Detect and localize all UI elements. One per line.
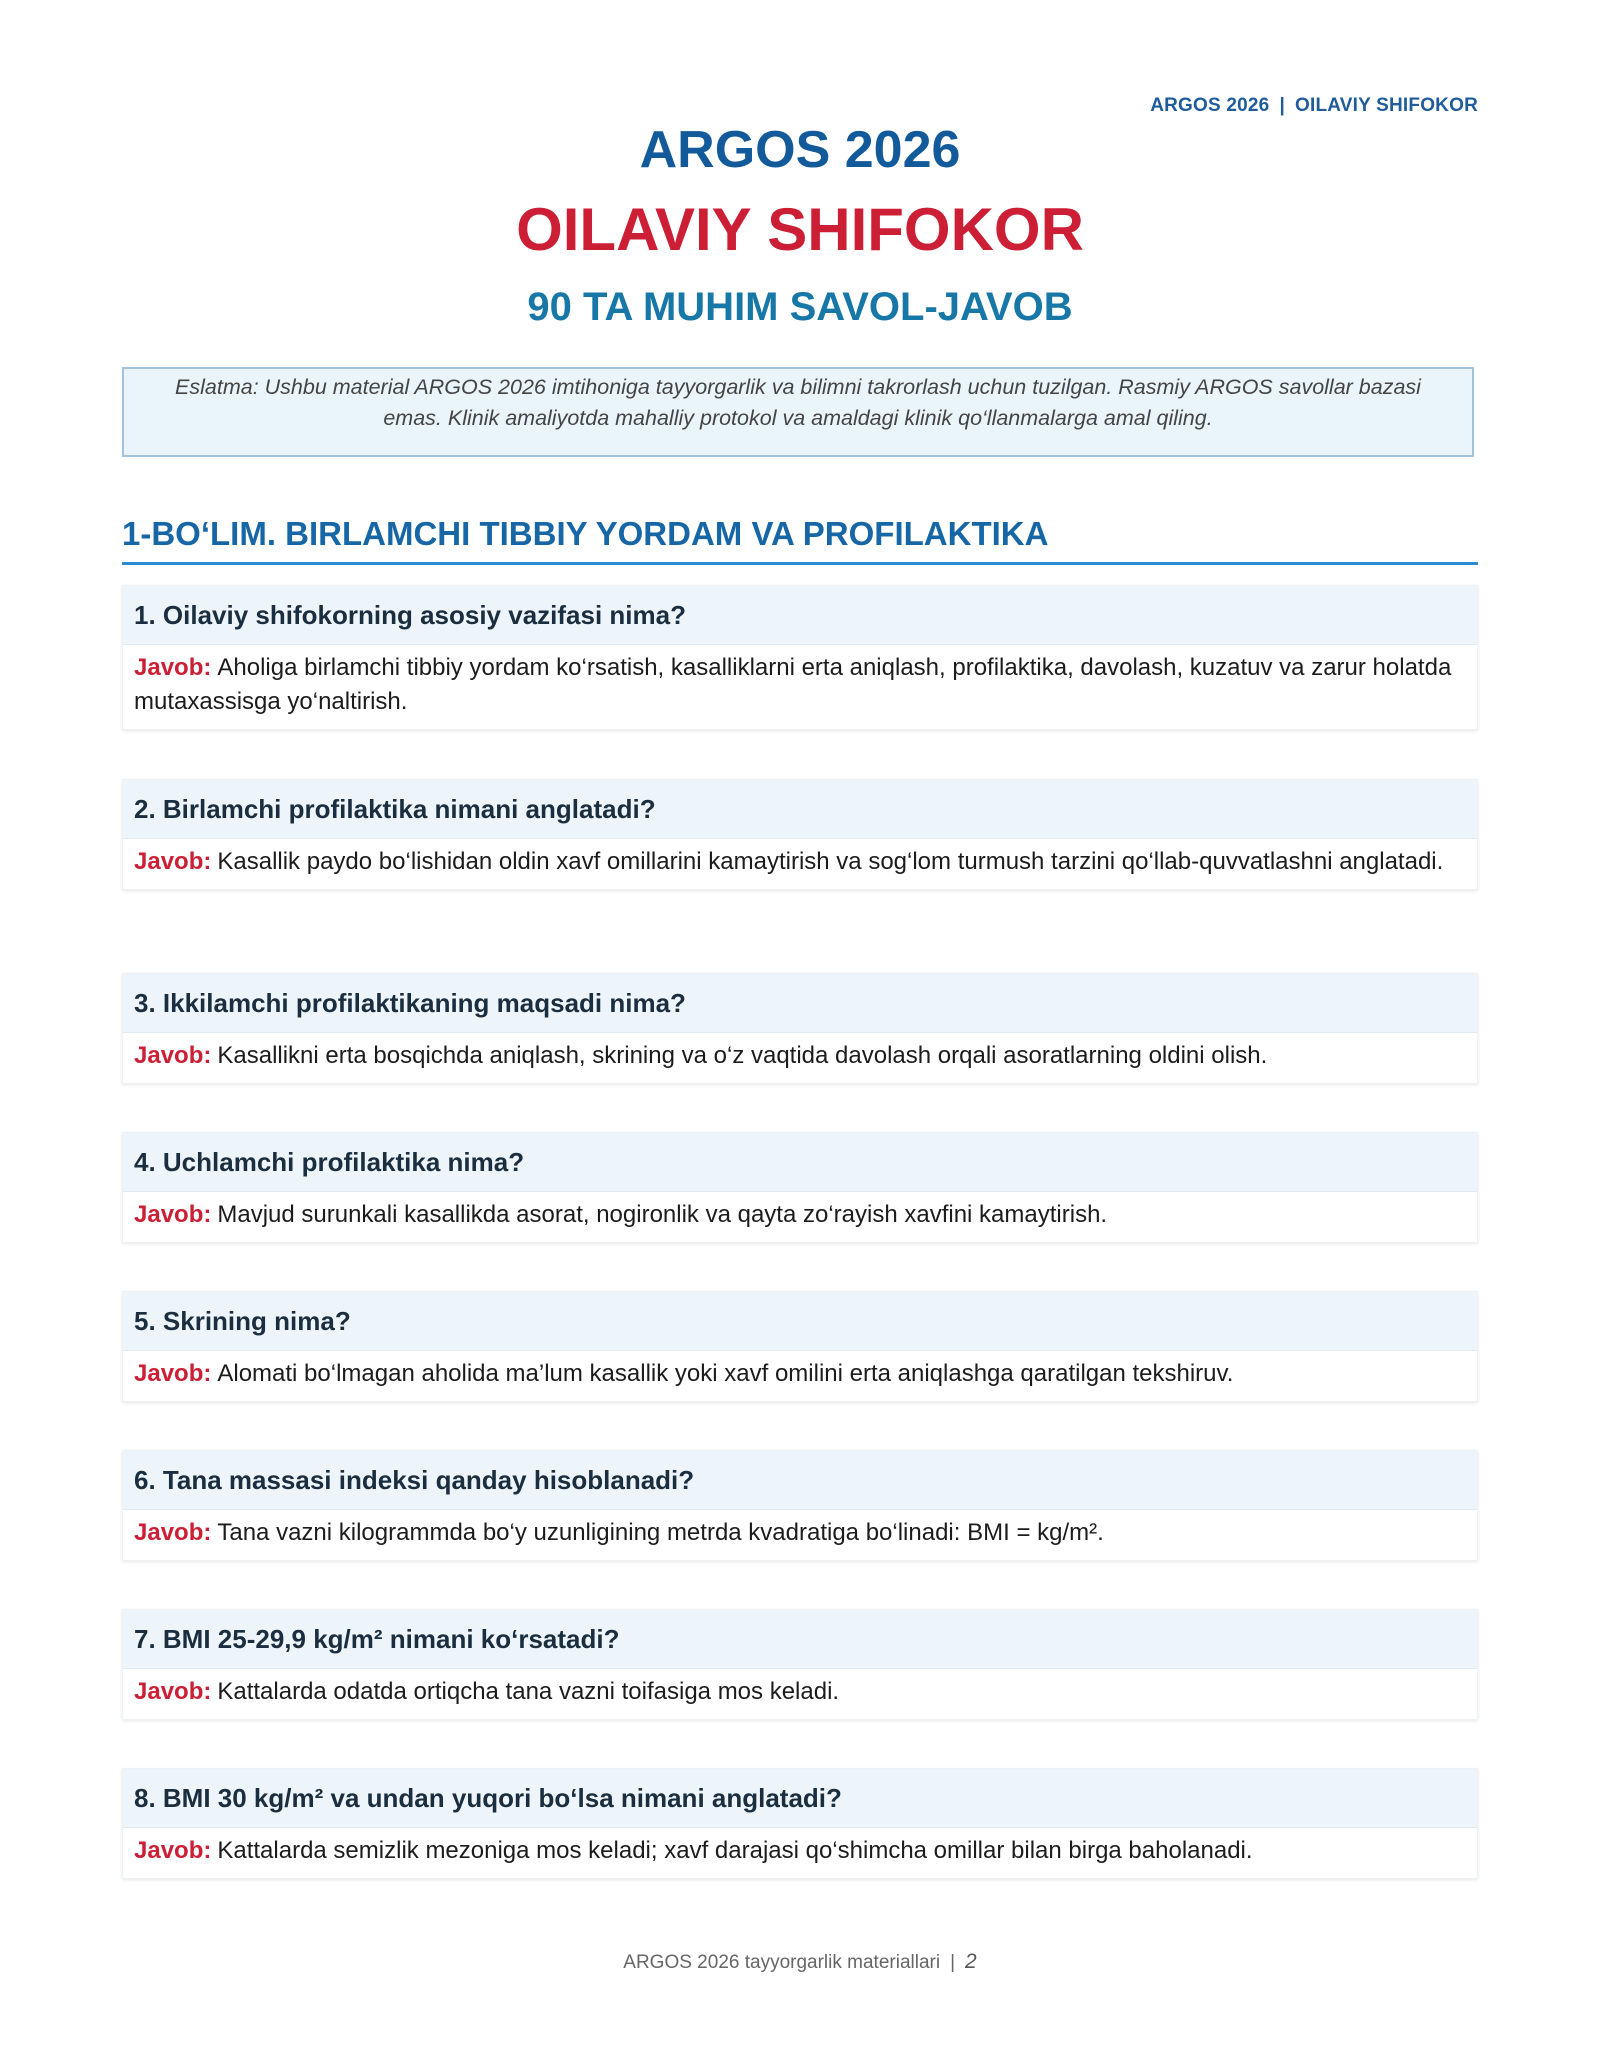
disclaimer-note — [122, 367, 1474, 457]
answer-label: Javob: — [134, 1201, 212, 1228]
answer-text: Kasallikni erta bosqichda aniqlash, skrining va o‘z vaqtida davolash orqali asoratlarning oldini olish. — [217, 1042, 1268, 1069]
document-title: ARGOS 2026 — [639, 121, 961, 179]
answer-text: Tana vazni kilogrammda bo‘y uzunligining metrda kvadratiga bo‘linadi: BMI = kg/m². — [217, 1519, 1104, 1546]
qa-item — [122, 585, 1478, 730]
section-heading: 1-BO‘LIM. BIRLAMCHI TIBBIY YORDAM VA PROFILAKTIKA — [122, 512, 1478, 565]
document-subtitle: OILAVIY SHIFOKOR — [516, 196, 1084, 263]
qa-question: 6. Tana massasi indeksi qanday hisoblanadi? — [123, 1451, 1477, 1510]
qa-question: 5. Skrining nima? — [123, 1292, 1477, 1351]
answer-label: Javob: — [134, 848, 212, 875]
qa-item — [122, 1450, 1478, 1561]
answer-text: Alomati bo‘lmagan aholida ma’lum kasallik yoki xavf omilini erta aniqlashga qaratilgan tekshiruv. — [217, 1360, 1234, 1387]
qa-question: 2. Birlamchi profilaktika nimani anglatadi? — [123, 780, 1477, 839]
document-tagline: 90 TA MUHIM SAVOL-JAVOB — [527, 285, 1073, 329]
answer-text: Aholiga birlamchi tibbiy yordam ko‘rsatish, kasalliklarni erta aniqlash, profilaktika, davolash, kuzatuv va zarur holatda mutaxassisga yo‘naltirish. — [134, 654, 1452, 715]
qa-answer — [123, 1351, 1477, 1401]
running-header-left: ARGOS 2026 — [1150, 95, 1270, 116]
qa-answer — [123, 1510, 1477, 1560]
running-header — [1150, 95, 1478, 117]
page-number: 2 — [965, 1950, 977, 1973]
qa-item — [122, 1609, 1478, 1720]
qa-item — [122, 1291, 1478, 1402]
answer-text: Mavjud surunkali kasallikda asorat, nogironlik va qayta zo‘rayish xavfini kamaytirish. — [217, 1201, 1108, 1228]
answer-label: Javob: — [134, 1519, 212, 1546]
qa-answer — [123, 1033, 1477, 1083]
running-header-right: OILAVIY SHIFOKOR — [1294, 95, 1478, 116]
answer-text: Kattalarda semizlik mezoniga mos keladi; xavf darajasi qo‘shimcha omillar bilan birga baholanadi. — [217, 1837, 1253, 1864]
answer-label: Javob: — [134, 1042, 212, 1069]
qa-question: 8. BMI 30 kg/m² va undan yuqori bo‘lsa nimani anglatadi? — [123, 1769, 1477, 1828]
answer-text: Kattalarda odatda ortiqcha tana vazni toifasiga mos keladi. — [217, 1678, 840, 1705]
answer-label: Javob: — [134, 654, 212, 681]
qa-answer — [123, 839, 1477, 889]
disclaimer-text: Eslatma: Ushbu material ARGOS 2026 imtihoniga tayyorgarlik va bilimni takrorlash uchun tuzilgan. Rasmiy ARGOS savollar bazasi emas. Klinik amaliyotda mahalliy protokol va amaldagi klinik qo‘llanmalarga amal qiling. — [175, 375, 1421, 430]
qa-item — [122, 973, 1478, 1084]
qa-answer — [123, 1828, 1477, 1878]
document-page — [122, 0, 1478, 2070]
page-footer — [122, 1950, 1478, 1974]
qa-answer — [123, 1192, 1477, 1242]
qa-item — [122, 779, 1478, 890]
qa-answer — [123, 645, 1477, 729]
answer-label: Javob: — [134, 1678, 212, 1705]
qa-question: 7. BMI 25-29,9 kg/m² nimani ko‘rsatadi? — [123, 1610, 1477, 1669]
qa-item — [122, 1768, 1478, 1879]
qa-question: 3. Ikkilamchi profilaktikaning maqsadi nima? — [123, 974, 1477, 1033]
answer-label: Javob: — [134, 1360, 212, 1387]
qa-question: 1. Oilaviy shifokorning asosiy vazifasi nima? — [123, 586, 1477, 645]
title-block — [122, 118, 1478, 332]
footer-separator: | — [950, 1952, 956, 1973]
running-header-separator: | — [1279, 95, 1285, 116]
qa-item — [122, 1132, 1478, 1243]
answer-label: Javob: — [134, 1837, 212, 1864]
qa-answer — [123, 1669, 1477, 1719]
qa-question: 4. Uchlamchi profilaktika nima? — [123, 1133, 1477, 1192]
footer-text: ARGOS 2026 tayyorgarlik materiallari — [623, 1952, 941, 1973]
answer-text: Kasallik paydo bo‘lishidan oldin xavf omillarini kamaytirish va sog‘lom turmush tarzini qo‘llab-quvvatlashni anglatadi. — [217, 848, 1444, 875]
